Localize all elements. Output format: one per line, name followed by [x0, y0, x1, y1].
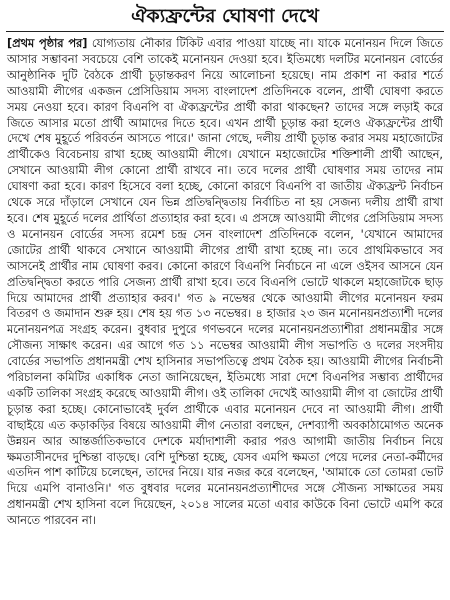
- headline-divider: [6, 31, 444, 32]
- headline: ঐক্যফ্রন্টের ঘোষণা দেখে: [131, 5, 319, 27]
- article-paragraph: [7, 36, 443, 529]
- article-text: যোগ্যতায় নৌকার টিকিট এবার পাওয়া যাচ্ছে না। যাকে মনোনয়ন দিলে জিতে আসার সম্ভাবনা সবচেয়ে বেশি তাকেই মনোনয়ন দেওয়া হবে। ইতিমধ্যে দলটির মনোনয়ন বোর্ডের আনুষ্ঠানিক দুটি বৈঠকে প্রার্থী চূড়ান্তকরণ নিয়ে আলোচনা হয়েছে। নাম প্রকাশ না করার শর্তে আওয়ামী লীগের একজন প্রেসিডিয়াম সদস্য বাংলাদেশ প্রতিদিনকে বলেন, প্রার্থী ঘোষণা করতে সময় নেওয়া হবে। কারণ বিএনপি বা ঐক্যফ্রন্টের প্রার্থী কারা থাকছেন? তাদের সঙ্গে লড়াই করে জিতে আসার মতো প্রার্থী আমাদের দিতে হবে। এখন প্রার্থী চূড়ান্ত করা হলেও ঐক্যফ্রন্টের প্রার্থী দেখে শেষ মুহূর্তে পরিবর্তন আসতে পারে।' জানা গেছে, দলীয় প্রার্থী চূড়ান্ত করার সময় মহাজোটের প্রার্থীকেও বিবেচনায় রাখা হচ্ছে আওয়ামী লীগে। যেখানে মহাজোটের শক্তিশালী প্রার্থী আছেন, সেখানে আওয়ামী লীগ কোনো প্রার্থী রাখবে না। তবে দলের প্রার্থী ঘোষণার সময় তাদের নাম ঘোষণা করা হবে। কারণ হিসেবে বলা হচ্ছে, কোনো কারণে বিএনপি বা জাতীয় ঐক্যফ্রন্ট নির্বাচন থেকে সরে দাঁড়ালে সেখানে যেন ভিন্ন প্রতিদ্বন্দ্বিতায় নির্বাচিত না হয় সেজন্য দলীয় প্রার্থী রাখা হবে। শেষ মুহূর্তে দলের প্রার্থিতা প্রত্যাহার করা হবে। এ প্রসঙ্গে আওয়ামী লীগের প্রেসিডিয়াম সদস্য ও মনোনয়ন বোর্ডের সদস্য রমেশ চন্দ্র সেন বাংলাদেশ প্রতিদিনকে বলেন, 'যেখানে আমাদের জোটের প্রার্থী থাকবে সেখানে আওয়ামী লীগের প্রার্থী রাখা হচ্ছে না। তবে প্রাথমিকভাবে সব আসনেই প্রার্থীর নাম ঘোষণা করব। কোনো কারণে বিএনপি নির্বাচনে না এলে ওইসব আসনে যেন প্রতিদ্বন্দ্বিতা করতে পারি সেজন্য প্রার্থী রাখা হবে। তবে বিএনপি ভোটে থাকলে মহাজোটকে ছাড় দিয়ে আমাদের প্রার্থী প্রত্যাহার করব।' গত ৯ নভেম্বর থেকে আওয়ামী লীগের মনোনয়ন ফরম বিতরণ ও জমাদান শুরু হয়। শেষ হয় গত ১৩ নভেম্বর। ৪ হাজার ২৩ জন মনোনয়নপ্রত্যাশী দলের মনোনয়নপত্র সংগ্রহ করেন। বুধবার দুপুরে গণভবনে দলের মনোনয়নপ্রত্যাশীরা প্রধানমন্ত্রীর সঙ্গে সৌজন্য সাক্ষাৎ করেন। এর আগে গত ১১ নভেম্বর আওয়ামী লীগ সভাপতি ও দলের সংসদীয় বোর্ডের সভাপতি প্রধানমন্ত্রী শেখ হাসিনার সভাপতিত্বে প্রথম বৈঠক হয়। আওয়ামী লীগের নির্বাচনী পরিচালনা কমিটির একাধিক নেতা জানিয়েছেন, ইতিমধ্যে সারা দেশে বিএনপির সম্ভাব্য প্রার্থীদের একটি তালিকা সংগ্রহ করেছে আওয়ামী লীগ। ওই তালিকা দেখেই আওয়ামী লীগ বা জোটের প্রার্থী চূড়ান্ত করা হচ্ছে। কোনোভাবেই দুর্বল প্রার্থীকে এবার মনোনয়ন দেবে না আওয়ামী লীগ। প্রার্থী বাছাইয়ে এত কড়াকড়ির বিষয়ে আওয়ামী লীগ নেতারা বলছেন, দেশব্যাপী অবকাঠামোগত অনেক উন্নয়ন আর আন্তর্জাতিকভাবে দেশকে মর্যাদাশালী করার পরও আগামী জাতীয় নির্বাচন নিয়ে ক্ষমতাসীনদের দুশ্চিন্তা বাড়ছে। বেশি দুশ্চিন্তা হচ্ছে, যেসব এমপি ক্ষমতা পেয়ে দলের নেতা-কর্মীদের এতদিন পাশ কাটিয়ে চলেছেন, তাদের নিয়ে। যার নজর করে বলেছেন, 'আমাকে তো তোমরা ভোট দিয়ে এমপি বানাওনি।' গত বুধবার দলের মনোনয়নপ্রত্যাশীদের সঙ্গে সৌজন্য সাক্ষাতের সময় প্রধানমন্ত্রী শেখ হাসিনা বলে দিয়েছেন, ২০১৪ সালের মতো এবার কাউকে বিনা ভোটে এমপি করে আনতে পারবেন না।: [7, 37, 444, 528]
- article-body: [7, 36, 443, 529]
- continuation-tag: [প্রথম পৃষ্ঠার পর]: [7, 37, 88, 50]
